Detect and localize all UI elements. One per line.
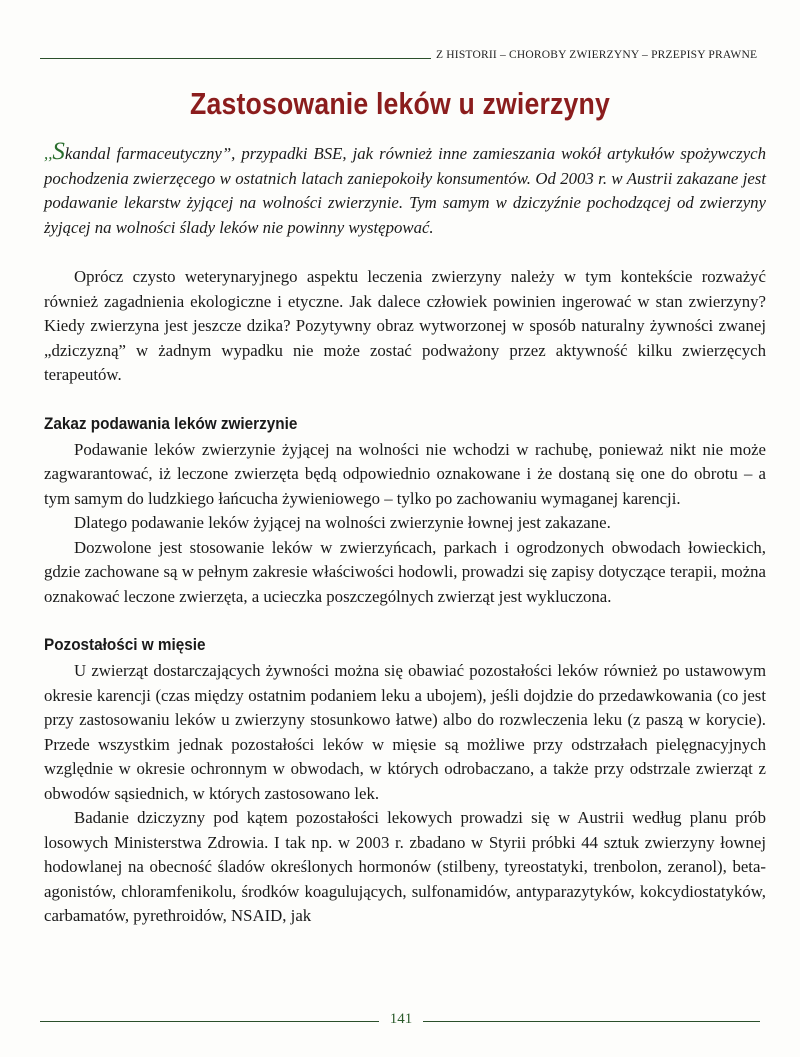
lead-initial: S bbox=[52, 138, 65, 165]
header-rule bbox=[40, 58, 431, 59]
section-heading-residues: Pozostałości w mięsie bbox=[44, 635, 206, 654]
body-paragraph: Badanie dziczyzny pod kątem pozostałości lekowych prowadzi się w Austrii według planu prób losowych Ministerstwa Zdrowia. I tak np. w 2003 r. zbadano w Styrii próbki 44 sztuk zwierzyny łownej hodowlanej na obecność śladów określonych hormonów (stilbeny, tyreostatyki, trenbolon, zeranol), beta-agonistów, chloramfenikolu, środków koagulujących, sulfonamidów, antyparazytyków, kokcydiostatyków, carbamatów, pyrethroidów, NSAID, jak bbox=[44, 808, 766, 925]
body-paragraph: Dlatego podawanie leków żyjącej na wolności zwierzynie łownej jest zakazane. bbox=[74, 513, 611, 532]
lead-text: kandal farmaceutyczny”, przypadki BSE, jak również inne zamieszania wokół artykułów spożywczych pochodzenia zwierzęcego w ostatnich latach zaniepokoiły konsumentów. Od 2003 r. w Austrii zakazane jest podawanie lekarstw żyjącej na wolności zwierzynie. Tym samym w dziczyźnie pochodzącej od zwierzyny żyjącej na wolności ślady leków nie powinny występować. bbox=[44, 144, 766, 237]
lead-paragraph bbox=[44, 138, 766, 240]
page-number: 141 bbox=[389, 1011, 413, 1027]
running-head: Z HISTORII – CHOROBY ZWIERZYNY – PRZEPISY PRAWNE bbox=[436, 49, 758, 61]
body-paragraph: Dozwolone jest stosowanie leków w zwierzyńcach, parkach i ogrodzonych obwodach łowieckich, gdzie zachowane są w pełnym zakresie właściwości hodowli, prowadzi się zapisy dotyczące terapii, można oznakować leczone zwierzęta, a ucieczka poszczególnych zwierząt jest wykluczona. bbox=[44, 537, 766, 606]
page-title: Zastosowanie leków u zwierzyny bbox=[189, 86, 611, 121]
body-paragraph: Podawanie leków zwierzynie żyjącej na wolności nie wchodzi w rachubę, ponieważ nikt nie może zagwarantować, iż leczone zwierzęta będą odpowiednio oznakowane i że dostaną się one do obrotu – a tym samym do ludzkiego łańcucha żywieniowego – tylko po zachowaniu wymaganej karencji. bbox=[44, 439, 766, 508]
body-paragraph: U zwierząt dostarczających żywności można się obawiać pozostałości leków również po ustawowym okresie karencji (czas między ostatnim podaniem leku a ubojem), jeśli dojdzie do przedawkowania (co jest przy zastosowaniu leków u zwierzyny stosunkowo łatwe) albo do rozwleczenia leku (z paszą w korycie). Przede wszystkim jednak pozostałości leków w mięsie są możliwe przy odstrzałach pielęgnacyjnych względnie w okresie ochronnym w obwodach, w których odrobaczano, a także przy odstrzale zwierząt z obwodów sąsiednich, w których zastosowano lek. bbox=[44, 661, 766, 803]
intro-paragraph: Oprócz czysto weterynaryjnego aspektu leczenia zwierzyny należy w tym kontekście rozważyć również zagadnienia ekologiczne i etyczne. Jak dalece człowiek powinien ingerować w stan zwierzyny? Kiedy zwierzyna jest jeszcze dzika? Pozytywny obraz wytworzonej w sposób naturalny żywności zwanej „dziczyzną” w żadnym wypadku nie może zostać podważony przez aktywność kilku zwierzęcych terapeutów. bbox=[44, 267, 766, 384]
lead-open-quote: ,, bbox=[44, 144, 53, 163]
footer-rule-right bbox=[423, 1021, 760, 1022]
article-body bbox=[44, 138, 766, 929]
section-heading-ban: Zakaz podawania leków zwierzynie bbox=[44, 413, 298, 433]
footer-rule-left bbox=[40, 1021, 379, 1022]
